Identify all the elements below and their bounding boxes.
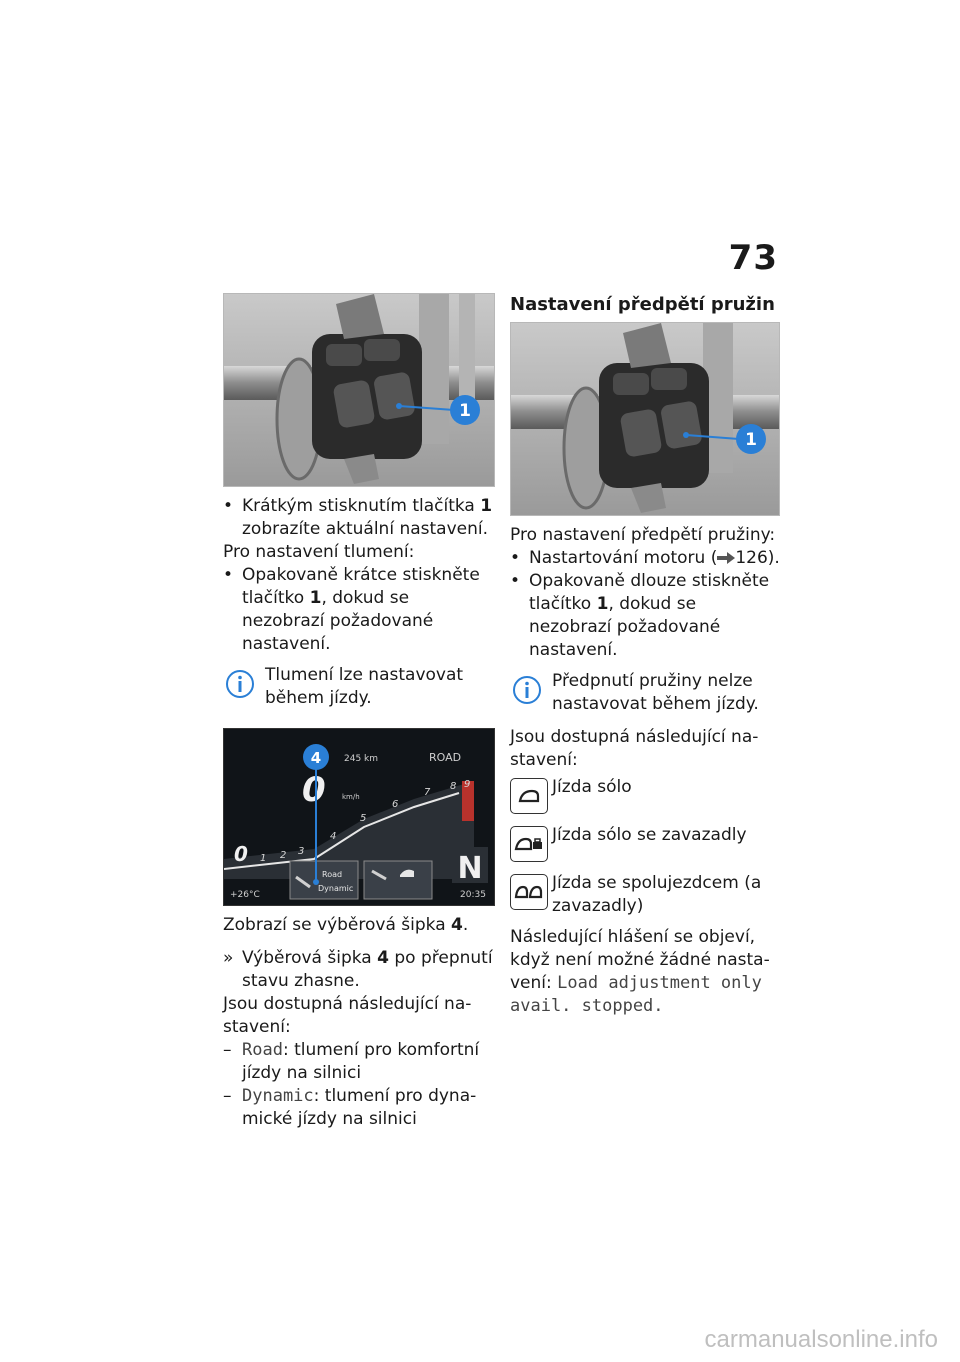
option-solo [510,776,782,820]
tacho-label: 5 [360,813,367,824]
section-heading: Nastavení předpětí pružin [510,294,775,315]
tacho-label: 1 [260,853,267,864]
info-note [510,670,782,716]
code-dynamic: Dynamic [242,1086,314,1106]
text: Opakovaně krátce stiskněte tlačítko [242,565,480,608]
info-icon [225,669,255,699]
available-settings-intro: Jsou dostupná následující na-stavení: [223,994,472,1037]
callout-1-label: 1 [745,430,757,450]
left-column [223,293,495,1131]
bullet-icon: • [510,571,521,591]
text: . [462,915,469,935]
bullet-short-press [223,495,495,541]
text: Výběrová šipka [242,948,378,968]
available-settings-intro: Jsou dostupná následující na-stavení: [510,727,759,770]
tacho-label: 4 [330,831,337,842]
text: Následující hlášení se objeví, když není možné žádné nasta-vení: [510,927,770,993]
temp-readout: +26°C [230,890,260,900]
rider-passenger-icon [510,874,548,910]
text: Krátkým stisknutím tlačítka [242,496,481,516]
info-note [223,664,495,710]
text: : tlumení pro dyna-mické jízdy na silnici [242,1086,477,1129]
gear-small-readout: 0 [234,842,248,866]
text: , dokud se nezobrazí požadované nastavení. [529,594,721,660]
rider-luggage-icon [510,826,548,862]
speed-readout: 0 [302,770,326,810]
handlebar-photo-2 [510,322,780,516]
right-column [510,293,782,1018]
damping-intro: Pro nastavení tlumení: [223,542,415,562]
tacho-label: 6 [392,799,399,810]
arrow-ref: 4 [377,948,389,968]
result-icon: » [223,948,234,968]
tacho-label: 7 [424,787,431,798]
time-readout: 20:35 [460,890,486,900]
callout-4-label: 4 [310,749,322,767]
text: Opakovaně dlouze stiskněte tlačítko [529,571,770,614]
code-message: Load adjustment only avail. stopped. [510,973,762,1016]
speed-unit: km/h [342,793,360,801]
warning-message [510,926,782,1018]
info-icon [512,675,542,705]
watermark: carmanualsonline.info [704,1326,938,1353]
callout-1-label: 1 [459,401,471,421]
range-readout: 245 km [344,754,379,764]
button-ref: 1 [480,496,493,516]
button-ref: 1 [309,588,322,608]
handlebar-switch-image [224,294,494,486]
button-ref: 1 [596,594,609,614]
menu-dynamic: Dynamic [318,884,354,893]
text: zobrazíte aktuální nastavení. [242,519,488,539]
tacho-label: 9 [464,779,471,790]
page-reference-arrow-icon [717,552,735,564]
gear-readout: N [457,851,483,886]
option-dynamic [223,1085,495,1131]
bullet-icon: • [223,496,234,516]
option-label: Jízda sólo [552,777,632,797]
info-text: Předpnutí pružiny nelze nastavovat během jízdy. [552,671,759,714]
option-solo-luggage [510,824,782,868]
text: Zobrazí se výběrová šipka [223,915,452,935]
tacho-label: 8 [450,781,457,792]
bullet-repeat-press [223,564,495,656]
text: : tlumení pro komfortní jízdy na silnici [242,1040,480,1083]
dash-icon: – [223,1086,232,1106]
text: po přepnutí stavu zhasne. [242,948,493,991]
bullet-start-engine [510,547,782,570]
dash-icon: – [223,1040,232,1060]
bullet-icon: • [510,548,521,568]
option-road [223,1039,495,1085]
bullet-icon: • [223,565,234,585]
tacho-label: 2 [280,850,287,861]
tft-dashboard-image [224,729,494,905]
info-text: Tlumení lze nastavovat během jízdy. [265,665,464,708]
arrow-ref: 4 [451,915,463,935]
dashboard-photo [223,728,495,906]
page-number: 73 [728,238,778,278]
tacho-label: 3 [298,846,305,857]
text: Nastartování motoru ( [529,548,718,568]
option-passenger [510,872,782,918]
text: , dokud se nezobrazí požadované nastavení. [242,588,434,654]
code-road: Road [242,1040,283,1060]
handlebar-photo [223,293,495,487]
option-label: Jízda se spolujezdcem (a zavazadly) [552,873,762,916]
page-reference[interactable]: 126 [735,548,768,568]
text: ). [767,548,780,568]
preload-intro: Pro nastavení předpětí pružiny: [510,525,776,545]
bullet-long-press [510,570,782,662]
handlebar-switch-image [511,323,779,515]
result-item [223,947,495,993]
option-label: Jízda sólo se zavazadly [552,825,747,845]
rider-solo-icon [510,778,548,814]
menu-road: Road [322,870,343,879]
dashboard-caption [223,914,495,937]
mode-readout: ROAD [429,751,462,764]
